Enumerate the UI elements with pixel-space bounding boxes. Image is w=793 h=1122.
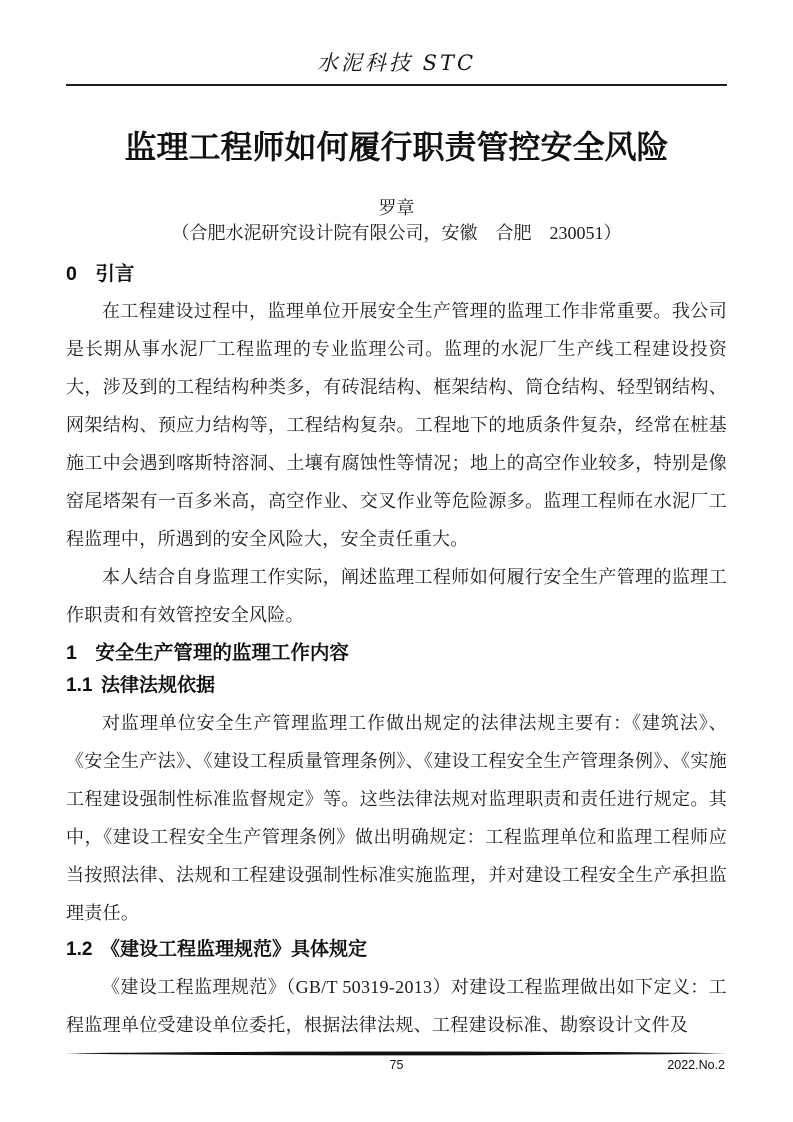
page-footer — [66, 1050, 727, 1076]
article-title: 监理工程师如何履行职责管控安全风险 — [124, 129, 669, 165]
paragraph: 在工程建设过程中，监理单位开展安全生产管理的监理工作非常重要。我公司是长期从事水泥厂工程监理的专业监理公司。监理的水泥厂生产线工程建设投资大，涉及到的工程结构种类多，有砖混结构、框架结构、筒仓结构、轻型钢结构、网架结构、预应力结构等，工程结构复杂。工程地下的地质条件复杂，经常在桩基施工中会遇到喀斯特溶洞、土壤有腐蚀性等情况；地上的高空作业较多，特别是像窑尾塔架有一百多米高，高空作业、交叉作业等危险源多。监理工程师在水泥厂工程监理中，所遇到的安全风险大，安全责任重大。 — [66, 301, 727, 549]
author-name: 罗章 — [378, 198, 415, 218]
section-number: 1.2 — [66, 939, 93, 960]
paragraph: 本人结合自身监理工作实际，阐述监理工程师如何履行安全生产管理的监理工作职责和有效管控安全风险。 — [66, 567, 727, 625]
page-number: 75 — [389, 1058, 404, 1072]
footer-text-row — [66, 1058, 727, 1076]
footer-divider-bar — [66, 1050, 727, 1057]
paragraph: 对监理单位安全生产管理监理工作做出规定的法律法规主要有：《建筑法》、《安全生产法》、《建设工程质量管理条例》、《建设工程安全生产管理条例》、《实施工程建设强制性标准监督规定》等。这些法律法规对监理职责和责任进行规定。其中，《建设工程安全生产管理条例》做出明确规定：工程监理单位和监理工程师应当按照法律、法规和工程建设强制性标准实施监理，并对建设工程安全生产承担监理责任。 — [66, 713, 727, 923]
issue-number: 2022.No.2 — [667, 1058, 725, 1072]
section-heading-1-1 — [66, 672, 727, 700]
paragraph: 《建设工程监理规范》（GB/T 50319-2013）对建设工程监理做出如下定义：工程监理单位受建设单位委托，根据法律法规、工程建设标准、勘察设计文件及 — [66, 977, 727, 1035]
section-heading-0-intro — [66, 260, 727, 288]
header-rule — [66, 84, 727, 86]
section-number: 0 — [66, 263, 77, 285]
author-affiliation: （合肥水泥研究设计院有限公司，安徽 合肥 230051） — [171, 223, 622, 243]
section-title: 安全生产管理的监理工作内容 — [95, 642, 349, 664]
section-title: 法律法规依据 — [100, 675, 215, 696]
journal-header-title: 水泥科技 STC — [316, 51, 477, 75]
section-number: 1.1 — [66, 675, 93, 696]
section-heading-1 — [66, 638, 727, 668]
section-heading-1-2 — [66, 936, 727, 964]
section-title: 《建设工程监理规范》具体规定 — [100, 939, 367, 960]
section-title: 引言 — [95, 263, 135, 285]
section-number: 1 — [66, 642, 77, 664]
